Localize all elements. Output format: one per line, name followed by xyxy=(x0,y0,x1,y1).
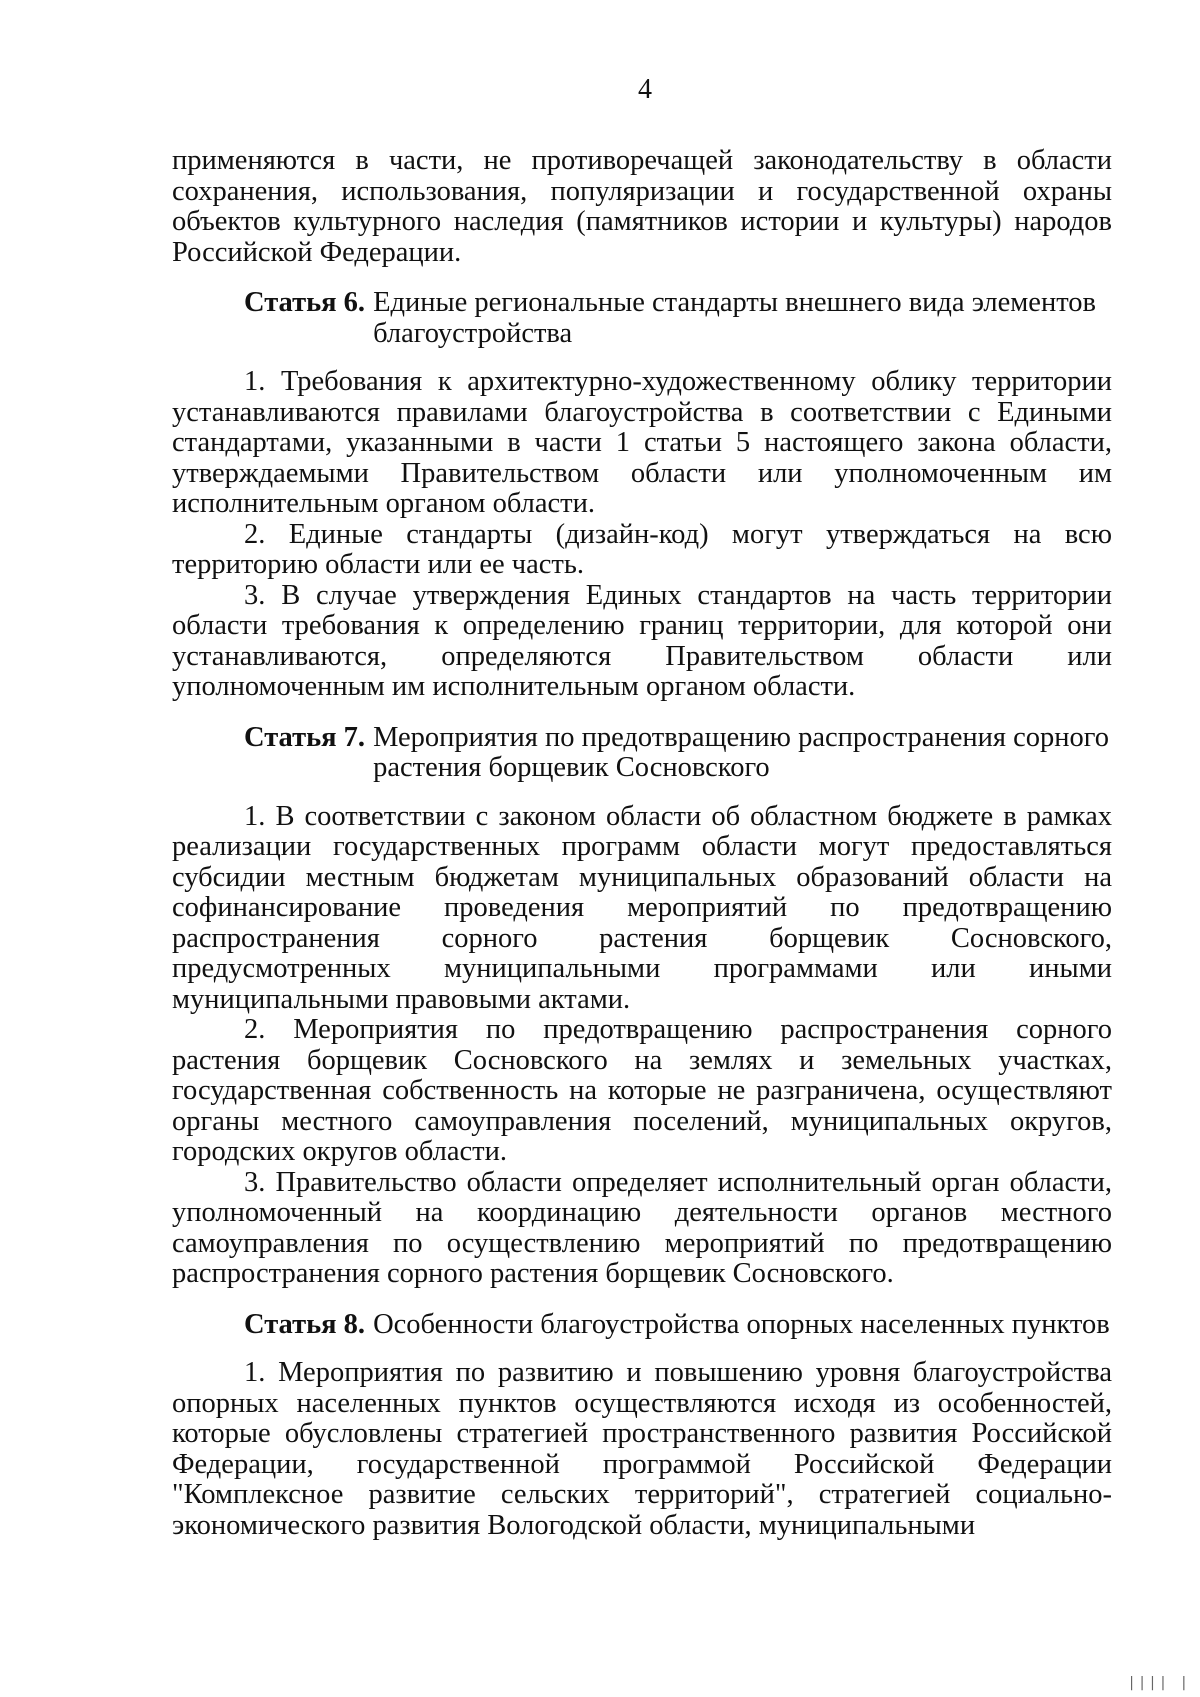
article-6-item-3: 3. В случае утверждения Единых стандартов на часть территории области требования к определению границ территории, для которой они устанавливаются, определяются Правительством области или уполномоченным им исполнительным органом области. xyxy=(172,579,1112,702)
article-7-title: Мероприятия по предотвращению распространения сорного растения борщевик Сосновского xyxy=(373,721,1109,783)
article-6-item-2: 2. Единые стандарты (дизайн-код) могут утверждаться на всю территорию области или ее часть. xyxy=(172,518,1112,580)
article-8-label: Статья 8. xyxy=(244,1308,366,1340)
document-body xyxy=(172,146,1112,1541)
article-7-item-1: 1. В соответствии с законом области об областном бюджете в рамках реализации государственных программ области могут предоставляться субсидии местным бюджетам муниципальных образований области на софинансирование проведения мероприятий по предотвращению распространения сорного растения борщевик Сосновского, предусмотренных муниципальными программами или иными муниципальными правовыми актами. xyxy=(172,800,1112,1015)
article-8-title: Особенности благоустройства опорных населенных пунктов xyxy=(373,1308,1110,1340)
article-6-heading xyxy=(172,288,1112,349)
page-number: 4 xyxy=(638,74,652,105)
article-7-label: Статья 7. xyxy=(244,721,366,753)
article-8-heading xyxy=(172,1310,1112,1341)
article-6-item-1: 1. Требования к архитектурно-художественному облику территории устанавливаются правилами благоустройства в соответствии с Едиными стандартами, указанными в части 1 статьи 5 настоящего закона области, утверждаемыми Правительством области или уполномоченным им исполнительным органом области. xyxy=(172,366,1112,519)
article-7-item-3: 3. Правительство области определяет исполнительный орган области, уполномоченный на координацию деятельности органов местного самоуправления по осуществлению мероприятий по предотвращению распространения сорного растения борщевик Сосновского. xyxy=(172,1166,1112,1289)
article-8-item-1: 1. Мероприятия по развитию и повышению уровня благоустройства опорных населенных пунктов осуществляются исходя из особенностей, которые обусловлены стратегией пространственного развития Российской Федерации, государственной программой Российской Федерации "Комплексное развитие сельских территорий", стратегией социально-экономического развития Вологодской области, муниципальными xyxy=(172,1357,1112,1541)
article-7-heading xyxy=(172,723,1112,784)
intro-paragraph: применяются в части, не противоречащей законодательству в области сохранения, использования, популяризации и государственной охраны объектов культурного наследия (памятников истории и культуры) народов Российской Федерации. xyxy=(172,145,1112,268)
scan-marks: |||| | xyxy=(1127,1675,1190,1691)
article-7-item-2: 2. Мероприятия по предотвращению распространения сорного растения борщевик Сосновского на землях и земельных участках, государственная собственность на которые не разграничена, осуществляют органы местного самоуправления поселений, муниципальных округов, городских округов области. xyxy=(172,1014,1112,1167)
article-6-label: Статья 6. xyxy=(244,287,366,318)
article-6-title: Единые региональные стандарты внешнего вида элементов благоустройства xyxy=(373,287,1096,349)
